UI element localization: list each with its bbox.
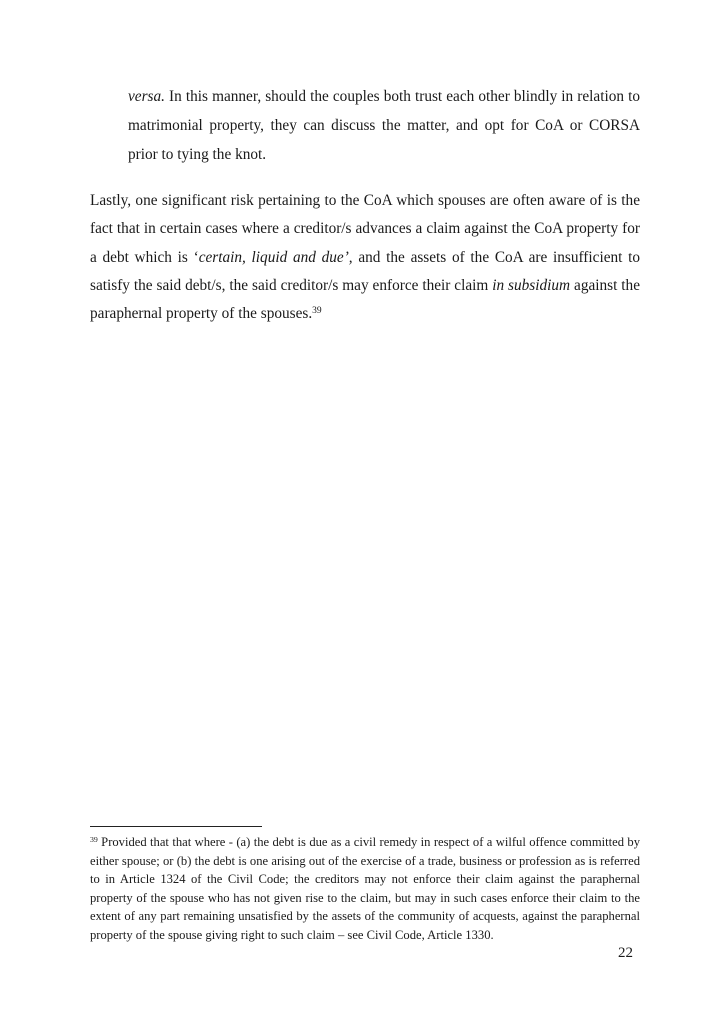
main-paragraph-text-2: and the assets of the CoA are insufficient to satisfy the said debt/s, the said creditor/s may enforce their claim [90, 248, 640, 294]
page-number: 22 [618, 945, 633, 961]
main-paragraph-latin-phrase: in subsidium [492, 276, 571, 294]
quote-paragraph-text: In this manner, should the couples both trust each other blindly in relation to matrimonial property, they can discuss the matter, and opt for CoA or CORSA prior to tying the knot. [128, 88, 640, 163]
footnote-body-text: Provided that that where - (a) the debt is due as a civil remedy in respect of a wilful offence committed by either spouse; or (b) the debt is one arising out of the exercise of a trade, business or profession as is referred to in Article 1324 of the Civil Code; the creditors may not enforce their claim against the paraphernal property of the spouse who has not given rise to the claim, but may in such cases enforce their claim to the extent of any part remaining unsatisfied by the assets of the community of acquests, against the paraphernal property of the spouse giving right to such claim – see Civil Code, Article 1330. [90, 835, 640, 942]
main-paragraph-text-3: against the paraphernal property of the spouses. [90, 276, 640, 323]
main-paragraph-italic-phrase: certain, liquid and due’, [198, 248, 353, 266]
footnote-reference: 39 [312, 305, 322, 316]
main-paragraph-text-1: Lastly, one significant risk pertaining to the CoA which spouses are often aware of is the fact that in certain cases where a creditor/s advances a claim against the CoA property for a debt which is ‘ [90, 192, 640, 266]
footnote-text [90, 833, 640, 945]
footnote-separator-rule [90, 826, 262, 827]
footnote-marker: 39 [90, 834, 98, 844]
quote-paragraph [128, 82, 640, 169]
footnote-area [90, 826, 640, 945]
main-paragraph [90, 187, 640, 328]
quote-paragraph-italic-lead: versa. [128, 88, 165, 105]
